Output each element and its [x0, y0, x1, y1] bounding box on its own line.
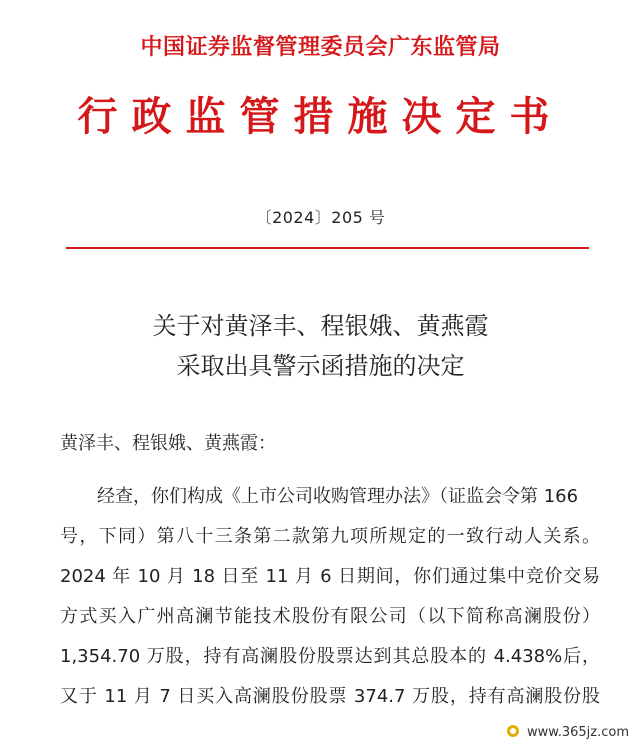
body-line: 又于 11 月 7 日买入高澜股份股票 374.7 万股，持有高澜股份股	[60, 686, 600, 707]
watermark-logo-icon	[506, 724, 520, 738]
document-type-title: 行政监管措施决定书	[77, 94, 564, 140]
watermark-text: www.365jz.com	[527, 725, 629, 740]
decision-title	[0, 306, 641, 386]
site-watermark	[502, 722, 633, 742]
salutation: 黄泽丰、程银娥、黄燕霞：	[60, 433, 276, 454]
body-line: 2024 年 10 月 18 日至 11 月 6 日期间，你们通过集中竞价交易	[60, 566, 600, 587]
body-paragraph	[60, 477, 600, 717]
decision-title-line-1: 关于对黄泽丰、程银娥、黄燕霞	[152, 312, 489, 340]
red-divider-line	[66, 247, 589, 249]
body-line: 方式买入广州高澜节能技术股份有限公司（以下简称高澜股份）	[60, 606, 600, 627]
decision-title-line-2: 采取出具警示函措施的决定	[176, 352, 465, 380]
body-line: 经查，你们构成《上市公司收购管理办法》（证监会令第 166	[97, 486, 579, 507]
issuing-agency: 中国证券监督管理委员会广东监管局	[140, 35, 501, 60]
body-line: 号，下同）第八十三条第二款第九项所规定的一致行动人关系。	[60, 526, 600, 547]
document-number: 〔2024〕205 号	[255, 208, 386, 227]
body-line: 1,354.70 万股，持有高澜股份股票达到其总股本的 4.438%后，	[60, 646, 600, 667]
